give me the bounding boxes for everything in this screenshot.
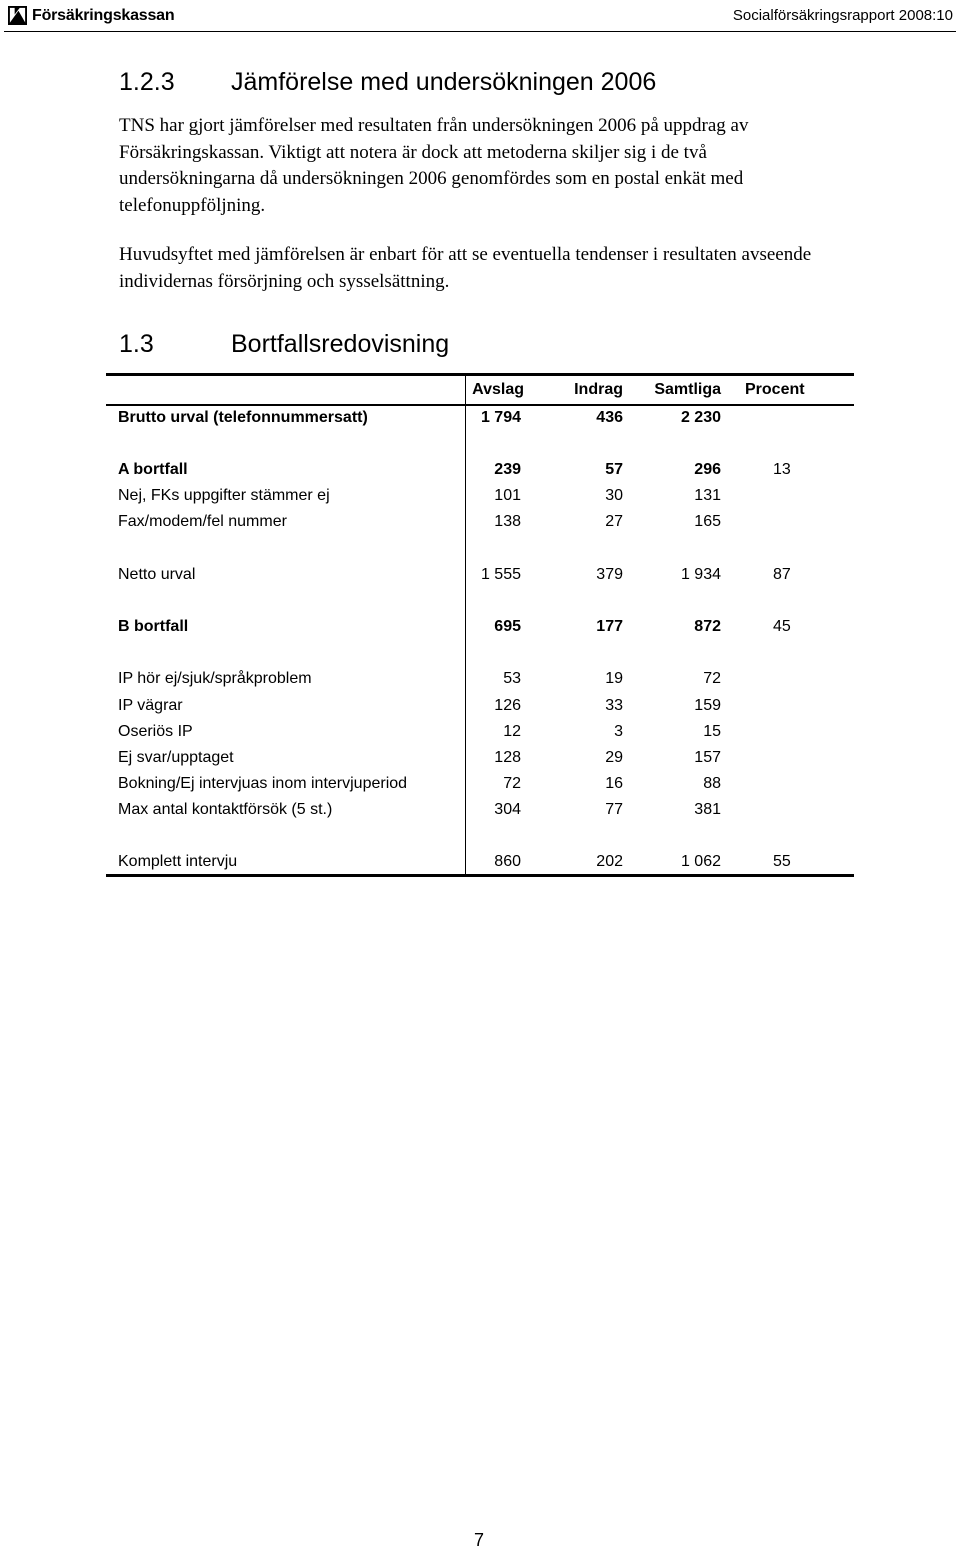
spacer-row: [106, 640, 854, 666]
cell-avslag: 1 555: [480, 565, 521, 583]
report-title: Socialförsäkringsrapport 2008:10: [732, 7, 953, 24]
spacer-row: [106, 431, 854, 457]
cell-indrag: 19: [605, 670, 623, 688]
table-row: [106, 614, 854, 640]
table-row: [106, 850, 854, 876]
paragraph-purpose: Huvudsyftet med jämförelsen är enbart för att se eventuella tendenser i resultaten avseende individernas försörjning och sysselsättning.: [119, 244, 812, 292]
table-row: [106, 745, 854, 771]
cell-procent: [721, 693, 854, 719]
column-header-samtliga: Samtliga: [623, 375, 721, 405]
spacer-row: [106, 535, 854, 561]
cell-indrag: 16: [605, 775, 623, 793]
cell-samtliga: 381: [694, 801, 721, 819]
cell-indrag: 57: [605, 460, 623, 478]
table-row: [106, 719, 854, 745]
row-label: Fax/modem/fel nummer: [106, 509, 465, 535]
row-label: IP vägrar: [106, 693, 465, 719]
cell-avslag: 128: [494, 749, 521, 767]
row-label: IP hör ej/sjuk/språkproblem: [106, 666, 465, 692]
forsakringskassan-logo-icon: [8, 6, 27, 25]
cell-indrag: 202: [535, 850, 623, 876]
row-label: Nej, FKs uppgifter stämmer ej: [106, 483, 465, 509]
column-header-label: [106, 375, 465, 405]
row-label: B bortfall: [106, 614, 465, 640]
cell-indrag: 379: [596, 565, 623, 583]
cell-procent: [721, 719, 854, 745]
header-divider: [4, 31, 956, 32]
cell-samtliga: 1 062: [623, 850, 721, 876]
cell-samtliga: 2 230: [680, 409, 721, 427]
cell-avslag: 1 794: [480, 409, 521, 427]
cell-indrag: 436: [596, 409, 623, 427]
cell-samtliga: 15: [703, 722, 721, 740]
row-label: Ej svar/upptaget: [106, 745, 465, 771]
cell-samtliga: 1 934: [680, 565, 721, 583]
cell-procent: [721, 771, 854, 797]
cell-indrag: 177: [596, 618, 623, 636]
cell-samtliga: 296: [694, 460, 721, 478]
cell-avslag: 304: [494, 801, 521, 819]
cell-avslag: 72: [503, 775, 521, 793]
cell-indrag: 77: [605, 801, 623, 819]
dropout-table-container: [106, 373, 854, 877]
row-label: Brutto urval (telefonnummersatt): [106, 405, 465, 431]
cell-samtliga: 165: [694, 513, 721, 531]
cell-avslag: 138: [494, 513, 521, 531]
cell-indrag: 3: [614, 722, 623, 740]
cell-procent: [721, 745, 854, 771]
table-row: [106, 457, 854, 483]
row-label: Max antal kontaktförsök (5 st.): [106, 797, 465, 823]
cell-avslag: 101: [494, 487, 521, 505]
cell-samtliga: 159: [694, 696, 721, 714]
cell-procent: 13: [773, 460, 791, 478]
cell-procent: 45: [773, 618, 791, 636]
section-heading-1-2-3: [119, 68, 656, 97]
cell-avslag: 53: [503, 670, 521, 688]
cell-avslag: 239: [494, 460, 521, 478]
cell-samtliga: 88: [703, 775, 721, 793]
column-header-procent: Procent: [721, 375, 854, 405]
dropout-table: [106, 373, 854, 877]
cell-samtliga: 72: [703, 670, 721, 688]
cell-avslag: 126: [494, 696, 521, 714]
table-header-row: [106, 375, 854, 405]
table-row: [106, 666, 854, 692]
row-label: Netto urval: [106, 562, 465, 588]
cell-procent: [721, 509, 854, 535]
cell-avslag: 12: [503, 722, 521, 740]
table-row: [106, 771, 854, 797]
row-label: Bokning/Ej intervjuas inom intervjuperiod: [106, 771, 465, 797]
logo-text: Försäkringskassan: [32, 6, 175, 24]
cell-samtliga: 872: [694, 618, 721, 636]
logo: [8, 6, 174, 25]
section-number: 1.2.3: [119, 68, 175, 96]
section-title: Jämförelse med undersökningen 2006: [231, 68, 657, 96]
table-row: [106, 509, 854, 535]
cell-samtliga: 131: [694, 487, 721, 505]
cell-indrag: 33: [605, 696, 623, 714]
spacer-row: [106, 824, 854, 850]
section-title: Bortfallsredovisning: [231, 330, 450, 358]
cell-procent: [721, 797, 854, 823]
paragraph-comparison: TNS har gjort jämförelser med resultaten från undersökningen 2006 på uppdrag av Försäkringskassan. Viktigt att notera är dock att metoderna skiljer sig i de två undersökningarna då undersökningen 2006 genomfördes som en postal enkät med telefonuppföljning.: [119, 115, 749, 216]
cell-indrag: 29: [605, 749, 623, 767]
row-label: Oseriös IP: [106, 719, 465, 745]
cell-indrag: 27: [605, 513, 623, 531]
column-header-avslag: Avslag: [465, 375, 535, 405]
cell-avslag: 695: [494, 618, 521, 636]
spacer-row: [106, 588, 854, 614]
column-header-indrag: Indrag: [535, 375, 623, 405]
page-header: [0, 0, 960, 30]
cell-procent: 55: [721, 850, 854, 876]
cell-indrag: 30: [605, 487, 623, 505]
cell-procent: 87: [773, 565, 791, 583]
table-row: [106, 797, 854, 823]
table-row: [106, 405, 854, 431]
cell-avslag: 860: [465, 850, 535, 876]
table-row: [106, 483, 854, 509]
cell-samtliga: 157: [694, 749, 721, 767]
row-label: Komplett intervju: [106, 850, 465, 876]
row-label: A bortfall: [106, 457, 465, 483]
page-number: 7: [474, 1530, 485, 1550]
cell-procent: [721, 666, 854, 692]
section-number: 1.3: [119, 330, 154, 358]
table-row: [106, 693, 854, 719]
cell-procent: [721, 483, 854, 509]
table-row: [106, 562, 854, 588]
section-heading-1-3: [119, 330, 449, 359]
cell-procent: [721, 405, 854, 431]
